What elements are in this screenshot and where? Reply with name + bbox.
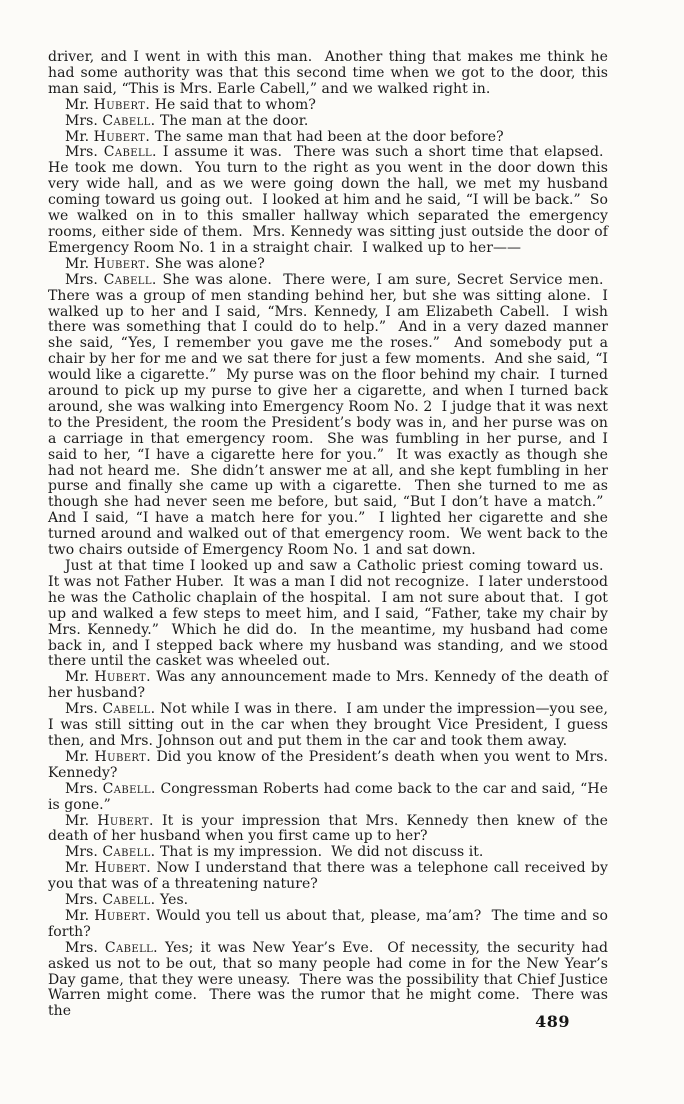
speaker-prefix: Mrs. — [65, 892, 98, 909]
speaker-prefix: Mrs. — [65, 144, 98, 161]
speaker-name: Hubert. — [94, 860, 152, 877]
paragraph-text: Was any announcement made to Mrs. Kennedy of the death of her husband? — [48, 669, 608, 702]
testimony-text-block — [48, 50, 608, 1020]
speaker-name: Hubert. — [93, 128, 151, 145]
paragraph-text: Not while I was in there. I am under the impression—you see, I was still sitting out in the car when they brought Vice President, I guess then, and Mrs. Johnson out and put them in the car and took them away. — [48, 701, 608, 749]
paragraph — [48, 845, 608, 861]
paragraph — [48, 559, 608, 670]
speaker-prefix: Mr. — [65, 907, 90, 924]
paragraph — [48, 893, 608, 909]
paragraph — [48, 941, 608, 1021]
speaker-prefix: Mrs. — [65, 112, 98, 129]
paragraph — [48, 909, 608, 941]
paragraph — [48, 702, 608, 750]
paragraph-text: I assume it was. There was such a short time that elapsed. He took me down. You turn to the right as you went in the door down this very wide hall, and as we were going down the hall, we met my husband coming toward us going out. I looked at him and he said, “I will be back.” So we walked on in to this smaller hallway which separated the emergency rooms, either side of them. Mrs. Kennedy was sitting just outside the door of Emergency Room No. 1 in a straight chair. I walked up to her—— — [48, 144, 608, 256]
speaker-prefix: Mr. — [65, 860, 90, 877]
paragraph — [48, 130, 608, 146]
speaker-name: Hubert. — [97, 812, 154, 829]
paragraph-text: Did you know of the President’s death when you went to Mrs. Kennedy? — [48, 748, 608, 781]
speaker-name: Cabell. — [104, 939, 159, 956]
paragraph — [48, 861, 608, 893]
speaker-prefix: Mr. — [65, 812, 90, 829]
paragraph-text: The same man that had been at the door before? — [154, 128, 504, 145]
speaker-prefix: Mrs. — [65, 271, 98, 288]
paragraph — [48, 814, 608, 846]
speaker-name: Hubert. — [93, 255, 151, 272]
paragraph — [48, 670, 608, 702]
paragraph-text: Yes; it was New Year’s Eve. Of necessity, the security had asked us not to be out, that so many people had come in for the New Year’s Day game, that they were uneasy. There was the possibility that Chief Justice Warren might come. There was the rumor that he might come. There was the — [48, 939, 608, 1020]
paragraph-text: Congressman Roberts had come back to the car and said, “He is gone.” — [48, 780, 608, 813]
speaker-name: Hubert. — [93, 96, 151, 113]
speaker-name: Cabell. — [103, 144, 157, 161]
speaker-prefix: Mr. — [65, 669, 90, 686]
paragraph — [48, 50, 608, 98]
paragraph-text: driver, and I went in with this man. Another thing that makes me think he had some authority was that this second time when we got to the door, this man said, “This is Mrs. Earle Cabell,” and we walked right in. — [48, 49, 608, 97]
paragraph-text: Would you tell us about that, please, ma’am? The time and so forth? — [48, 907, 608, 940]
speaker-name: Hubert. — [94, 748, 152, 765]
speaker-name: Cabell. — [103, 271, 157, 288]
paragraph — [48, 145, 608, 256]
speaker-prefix: Mr. — [65, 255, 90, 272]
paragraph — [48, 782, 608, 814]
speaker-prefix: Mr. — [65, 128, 90, 145]
paragraph — [48, 750, 608, 782]
paragraph — [48, 114, 608, 130]
paragraph — [48, 98, 608, 114]
paragraph-text: It is your impression that Mrs. Kennedy then knew of the death of her husband when you first came up to her? — [48, 812, 608, 845]
speaker-prefix: Mr. — [65, 748, 90, 765]
speaker-name: Cabell. — [102, 780, 156, 797]
paragraph-text: The man at the door. — [160, 112, 309, 129]
speaker-name: Hubert. — [94, 907, 151, 924]
paragraph — [48, 257, 608, 273]
speaker-name: Cabell. — [102, 701, 156, 718]
speaker-name: Cabell. — [102, 892, 156, 909]
speaker-prefix: Mrs. — [65, 939, 98, 956]
paragraph — [48, 273, 608, 559]
paragraph-text: Now I understand that there was a telephone call received by you that was of a threatening nature? — [48, 860, 608, 893]
speaker-name: Cabell. — [102, 112, 156, 129]
speaker-name: Cabell. — [102, 844, 156, 861]
paragraph-text: He said that to whom? — [154, 96, 316, 113]
speaker-prefix: Mrs. — [65, 780, 98, 797]
speaker-prefix: Mrs. — [65, 844, 98, 861]
speaker-prefix: Mrs. — [65, 701, 98, 718]
speaker-name: Hubert. — [94, 669, 151, 686]
paragraph-text: She was alone. There were, I am sure, Secret Service men. There was a group of men standing behind her, but she was sitting alone. I walked up to her and I said, “Mrs. Kennedy, I am Elizabeth Cabell. I wish there was something that I could do to help.” And in a very dazed manner she said, “Yes, I remember you gave me the roses.” And somebody put a chair by her for me and we sat there for just a few moments. And she said, “I would like a cigarette.” My purse was on the floor behind my chair. I turned around to pick up my purse to give her a cigarette, and when I turned back around, she was walking into Emergency Room No. 2 I judge that it was next to the President, the room the President’s body was in, and her purse was on a carriage in that emergency room. She was fumbling in her purse, and I said to her, “I have a cigarette here for you.” It was exactly as though she had not heard me. She didn’t answer me at all, and she kept fumbling in her purse and finally she came up with a cigarette. Then she turned to me as though she had never seen me before, but said, “But I don’t have a match.” And I said, “I have a match here for you.” I lighted her cigarette and she turned around and walked out of that emergency room. We went back to the two chairs outside of Emergency Room No. 1 and sat down. — [48, 271, 608, 559]
paragraph-text: Just at that time I looked up and saw a Catholic priest coming toward us. It was not Father Huber. It was a man I did not recognize. I later understood he was the Catholic chaplain of the hospital. I am not sure about that. I got up and walked a few steps to meet him, and I said, “Father, take my chair by Mrs. Kennedy.” Which he did do. In the meantime, my husband had come back in, and I stepped back where my husband was standing, and we stood there until the casket was wheeled out. — [48, 558, 608, 670]
paragraph-text: That is my impression. We did not discuss it. — [160, 844, 484, 861]
page-number: 489 — [535, 1012, 570, 1031]
paragraph-text: She was alone? — [154, 255, 265, 272]
paragraph-text: Yes. — [160, 892, 189, 909]
speaker-prefix: Mr. — [65, 96, 90, 113]
